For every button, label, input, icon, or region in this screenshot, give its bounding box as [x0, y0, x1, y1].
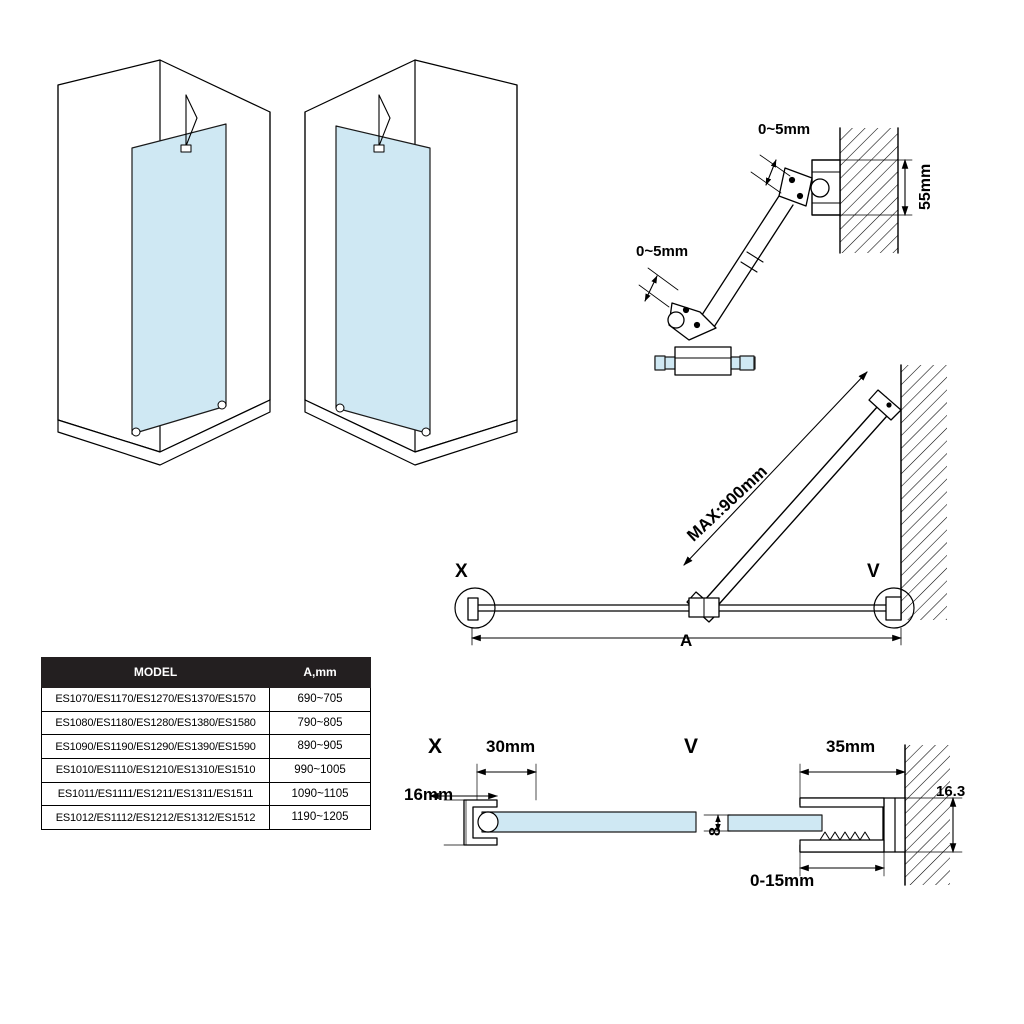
- cell-dimension: 690~705: [270, 688, 371, 712]
- table-body: [42, 688, 371, 830]
- table-row: [42, 735, 371, 759]
- perspective-view-left: [58, 60, 270, 465]
- table-row: [42, 806, 371, 830]
- cell-dimension: 790~805: [270, 711, 371, 735]
- cell-model: ES1090/ES1190/ES1290/ES1390/ES1590: [42, 735, 270, 759]
- label-plan-x-marker: X: [455, 561, 468, 582]
- label-bracket-gap-lower: 0~5mm: [636, 243, 689, 260]
- label-profile-v-height: 16.3: [936, 783, 966, 800]
- label-profile-x-width: 30mm: [486, 737, 536, 756]
- cell-dimension: 1090~1105: [270, 782, 371, 806]
- label-bar-max-length: MAX:900mm: [683, 461, 771, 546]
- model-dimension-table: [41, 657, 371, 830]
- cell-dimension: 890~905: [270, 735, 371, 759]
- cell-model: ES1011/ES1111/ES1211/ES1311/ES1511: [42, 782, 270, 806]
- label-wall-plate-height: 55mm: [917, 163, 934, 210]
- label-plan-v-marker: V: [867, 561, 880, 582]
- detail-v-profile: [704, 745, 962, 885]
- cell-model: ES1070/ES1170/ES1270/ES1370/ES1570: [42, 688, 270, 712]
- table-row: [42, 688, 371, 712]
- table-row: [42, 782, 371, 806]
- plan-view: [455, 365, 947, 645]
- table-header-model: MODEL: [42, 658, 270, 688]
- table-header-row: [42, 658, 371, 688]
- detail-x-profile: [430, 764, 696, 845]
- cell-model: ES1010/ES1110/ES1210/ES1310/ES1510: [42, 759, 270, 783]
- label-plan-dim-a: A: [680, 631, 693, 650]
- cell-dimension: 990~1005: [270, 759, 371, 783]
- label-profile-v-width: 35mm: [826, 737, 876, 756]
- label-bracket-gap-top: 0~5mm: [758, 121, 811, 138]
- cell-model: ES1012/ES1112/ES1212/ES1312/ES1512: [42, 806, 270, 830]
- label-adjust-range: 0-15mm: [750, 871, 815, 890]
- label-detail-x-marker: X: [428, 735, 443, 758]
- table-row: [42, 711, 371, 735]
- label-detail-v-marker: V: [684, 735, 699, 758]
- label-glass-thickness: 8: [707, 827, 724, 836]
- perspective-view-right: [305, 60, 517, 465]
- label-profile-x-depth: 16mm: [404, 785, 454, 804]
- cell-dimension: 1190~1205: [270, 806, 371, 830]
- table-header-dimension: A,mm: [270, 658, 371, 688]
- table-row: [42, 759, 371, 783]
- cell-model: ES1080/ES1180/ES1280/ES1380/ES1580: [42, 711, 270, 735]
